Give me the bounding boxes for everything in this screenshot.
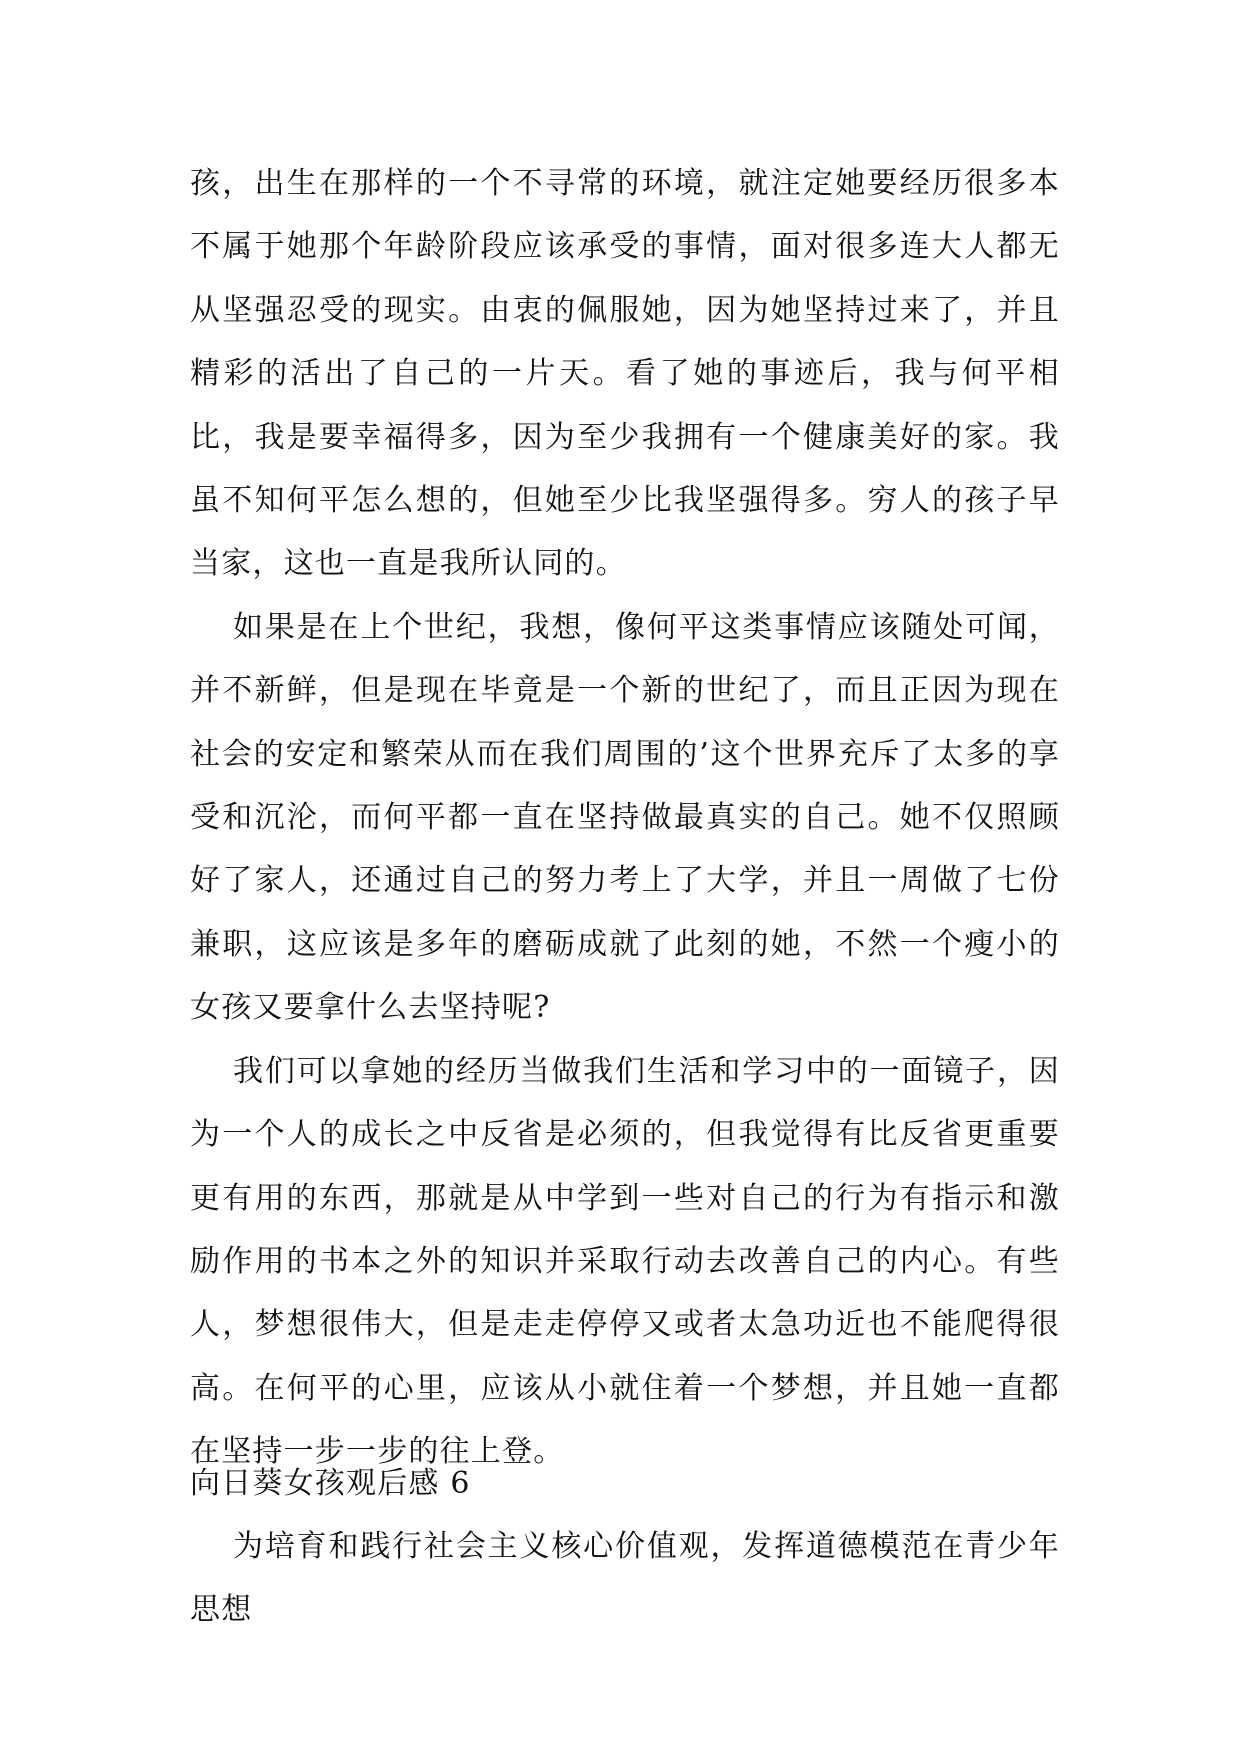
paragraph: 为培育和践行社会主义核心价值观，发挥道德模范在青少年思想 [190, 1529, 1060, 1628]
section-body-text [190, 1515, 1060, 1642]
section-title: 向日葵女孩观后感 6 [190, 1466, 471, 1501]
paragraph: 我们可以拿她的经历当做我们生活和学习中的一面镜子，因为一个人的成长之中反省是必须的，但我觉得有比反省更重要更有用的东西，那就是从中学到一些对自己的行为有指示和激励作用的书本之外的知识并采取行动去改善自己的内心。有些人，梦想很伟大，但是走走停停又或者太急功近也不能爬得很高。在何平的心里，应该从小就住着一个梦想，并且她一直都在坚持一步一步的往上登。 [190, 1053, 1060, 1470]
paragraph: 如果是在上个世纪，我想，像何平这类事情应该随处可闻，并不新鲜，但是现在毕竟是一个新的世纪了，而且正因为现在社会的安定和繁荣从而在我们周围的’这个世界充斥了太多的享受和沉沦，而何平都一直在坚持做最真实的自己。她不仅照顾好了家人，还通过自己的努力考上了大学，并且一周做了七份兼职，这应该是多年的磨砺成就了此刻的她，不然一个瘦小的女孩又要拿什么去坚持呢? [190, 609, 1060, 1026]
body-text [190, 152, 1060, 1484]
paragraph: 孩，出生在那样的一个不寻常的环境，就注定她要经历很多本不属于她那个年龄阶段应该承受的事情，面对很多连大人都无从坚强忍受的现实。由衷的佩服她，因为她坚持过来了，并且精彩的活出了自己的一片天。看了她的事迹后，我与何平相比，我是要幸福得多，因为至少我拥有一个健康美好的家。我虽不知何平怎么想的，但她至少比我坚强得多。穷人的孩子早当家，这也一直是我所认同的。 [190, 166, 1060, 582]
